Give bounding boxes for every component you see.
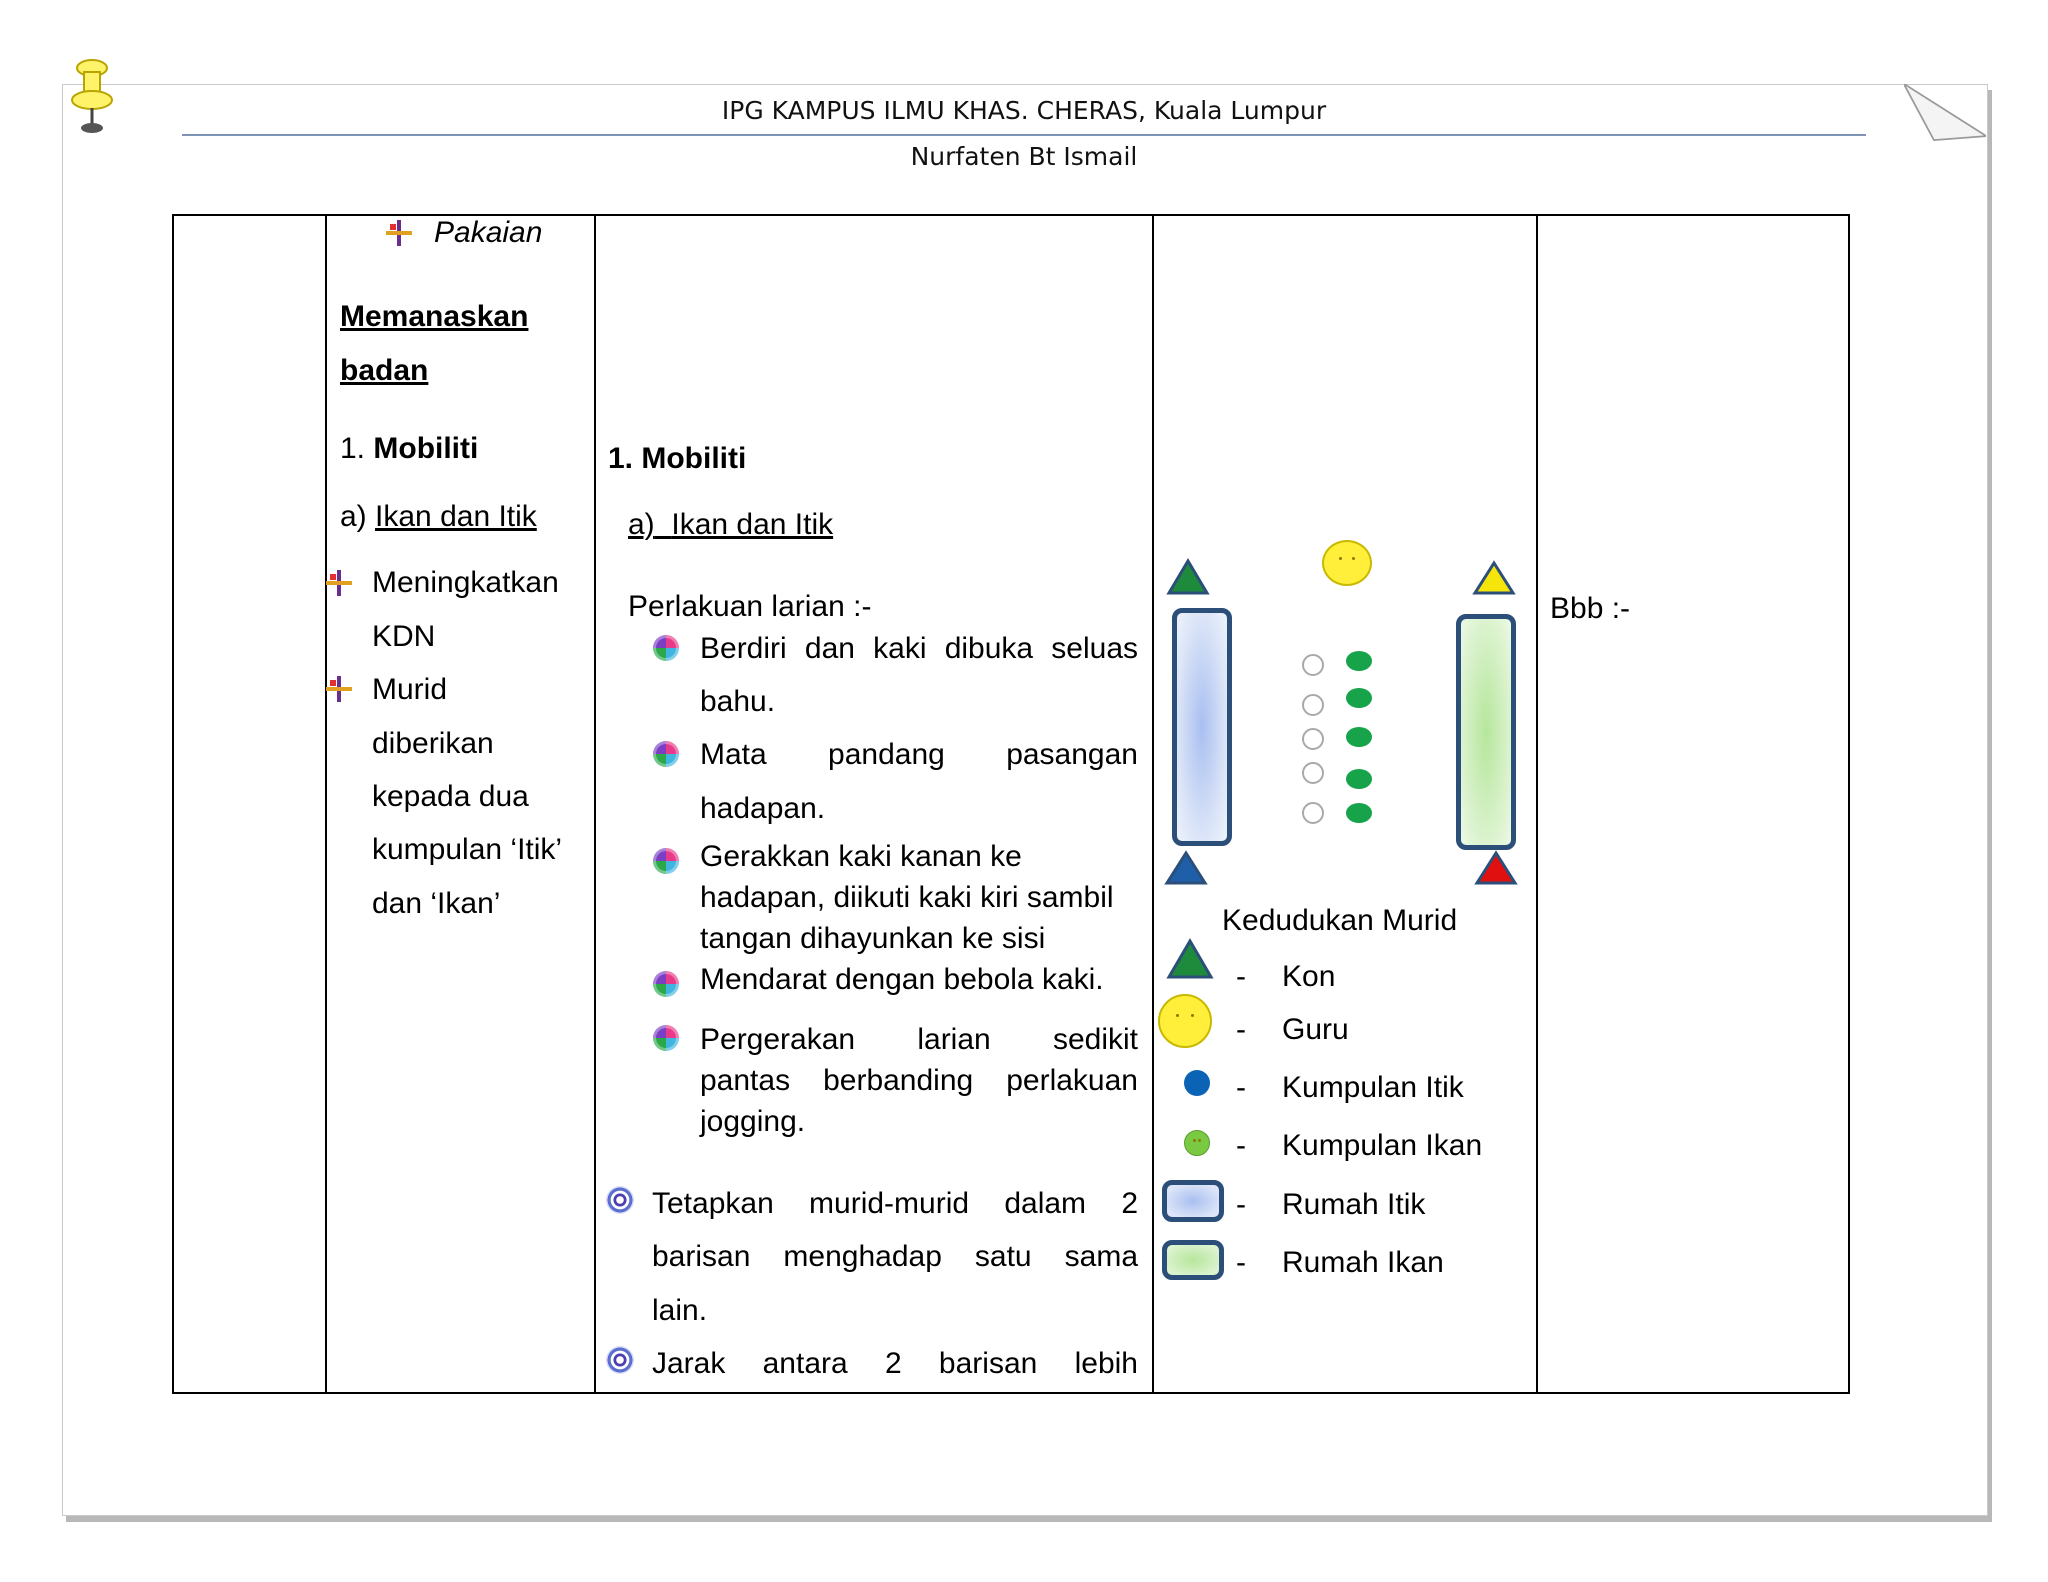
bullet-swirl-icon [606, 1346, 634, 1374]
step-text: bahu. [700, 685, 776, 718]
table-column-divider [1152, 214, 1154, 1394]
legend-label-rumah-ikan: Rumah Ikan [1282, 1246, 1444, 1279]
bullet-plus-icon [386, 220, 412, 246]
objective-text: KDN [372, 620, 436, 653]
table-column-divider [594, 214, 596, 1394]
legend-label-guru: Guru [1282, 1013, 1349, 1046]
step-text: jogging. [700, 1105, 806, 1138]
table-column-divider [325, 214, 327, 1394]
legend-dash: - [1236, 960, 1246, 993]
student-ikan-icon [1346, 769, 1372, 789]
mobiliti-heading: 1. Mobiliti [608, 442, 747, 475]
step-text: Pergerakan larian sedikit [700, 1023, 1138, 1056]
student-itik-icon [1302, 728, 1324, 750]
cone-yellow-icon [1472, 560, 1516, 596]
instruction-text: Murid [372, 673, 448, 706]
organisation-text: lain. [652, 1294, 708, 1327]
instruction-text: diberikan [372, 727, 494, 760]
legend-ikan-dot-icon [1184, 1130, 1210, 1156]
rumah-ikan-house [1456, 614, 1516, 850]
legend-label-kumpulan-ikan: Kumpulan Ikan [1282, 1129, 1483, 1162]
student-ikan-icon [1346, 688, 1372, 708]
cone-green-icon [1166, 558, 1210, 596]
legend-cone-icon [1166, 938, 1214, 980]
step-text: Mendarat dengan bebola kaki. [700, 963, 1104, 996]
perlakuan-label: Perlakuan larian :- [628, 590, 872, 623]
pakaian-text: Pakaian [434, 216, 543, 249]
legend-dash: - [1236, 1188, 1246, 1221]
warmup-heading: Memanaskan [340, 300, 529, 333]
warmup-heading: badan [340, 354, 429, 387]
student-itik-icon [1302, 762, 1324, 784]
objective-text: Meningkatkan [372, 566, 559, 599]
bullet-gem-icon [653, 741, 679, 767]
ikan-itik-subheading: a) Ikan dan Itik [628, 508, 834, 541]
mobiliti-heading: 1. Mobiliti [340, 432, 479, 465]
legend-label-rumah-itik: Rumah Itik [1282, 1188, 1426, 1221]
legend-label-kumpulan-itik: Kumpulan Itik [1282, 1071, 1464, 1104]
legend-teacher-icon [1158, 994, 1212, 1048]
student-ikan-icon [1346, 727, 1372, 747]
cone-red-icon [1474, 850, 1518, 886]
legend-rumah-ikan-icon [1162, 1240, 1224, 1280]
legend-itik-dot-icon [1184, 1070, 1210, 1096]
instruction-text: kepada dua [372, 780, 529, 813]
cone-blue-icon [1164, 850, 1208, 886]
student-itik-icon [1302, 654, 1324, 676]
organisation-text: Tetapkan murid-murid dalam 2 [652, 1187, 1138, 1220]
student-itik-icon [1302, 802, 1324, 824]
bullet-swirl-icon [606, 1186, 634, 1214]
student-ikan-icon [1346, 651, 1372, 671]
instruction-text: kumpulan ‘Itik’ [372, 833, 563, 866]
bullet-plus-icon [326, 570, 352, 596]
step-text: pantas berbanding perlakuan [700, 1064, 1138, 1097]
organisation-text: Jarak antara 2 barisan lebih [652, 1347, 1138, 1380]
instruction-text: dan ‘Ikan’ [372, 887, 501, 920]
bullet-gem-icon [653, 635, 679, 661]
student-itik-icon [1302, 694, 1324, 716]
document-header-author: Nurfaten Bt Ismail [910, 142, 1138, 171]
legend-dash: - [1236, 1071, 1246, 1104]
table-column-divider [1536, 214, 1538, 1394]
ikan-itik-subheading: a) Ikan dan Itik [340, 500, 537, 533]
legend-rumah-itik-icon [1162, 1180, 1224, 1222]
step-text: hadapan. [700, 792, 826, 825]
step-text: Gerakkan kaki kanan ke [700, 840, 1022, 873]
kedudukan-murid-caption: Kedudukan Murid [1222, 904, 1458, 937]
bullet-gem-icon [653, 971, 679, 997]
bullet-gem-icon [653, 1025, 679, 1051]
header-divider [182, 134, 1866, 136]
document-header-title: IPG KAMPUS ILMU KHAS. CHERAS, Kuala Lumpur [721, 96, 1327, 125]
bbb-label: Bbb :- [1550, 592, 1631, 625]
step-text: Mata pandang pasangan [700, 738, 1138, 771]
legend-dash: - [1236, 1013, 1246, 1046]
student-ikan-icon [1346, 803, 1372, 823]
organisation-text: barisan menghadap satu sama [652, 1240, 1138, 1273]
legend-label-kon: Kon [1282, 960, 1336, 993]
bullet-gem-icon [653, 848, 679, 874]
step-text: tangan dihayunkan ke sisi [700, 922, 1046, 955]
rumah-itik-house [1172, 608, 1232, 846]
teacher-smiley-icon [1322, 540, 1372, 586]
legend-dash: - [1236, 1246, 1246, 1279]
legend-dash: - [1236, 1129, 1246, 1162]
step-text: Berdiri dan kaki dibuka seluas [700, 632, 1138, 665]
bullet-plus-icon [326, 676, 352, 702]
step-text: hadapan, diikuti kaki kiri sambil [700, 881, 1114, 914]
